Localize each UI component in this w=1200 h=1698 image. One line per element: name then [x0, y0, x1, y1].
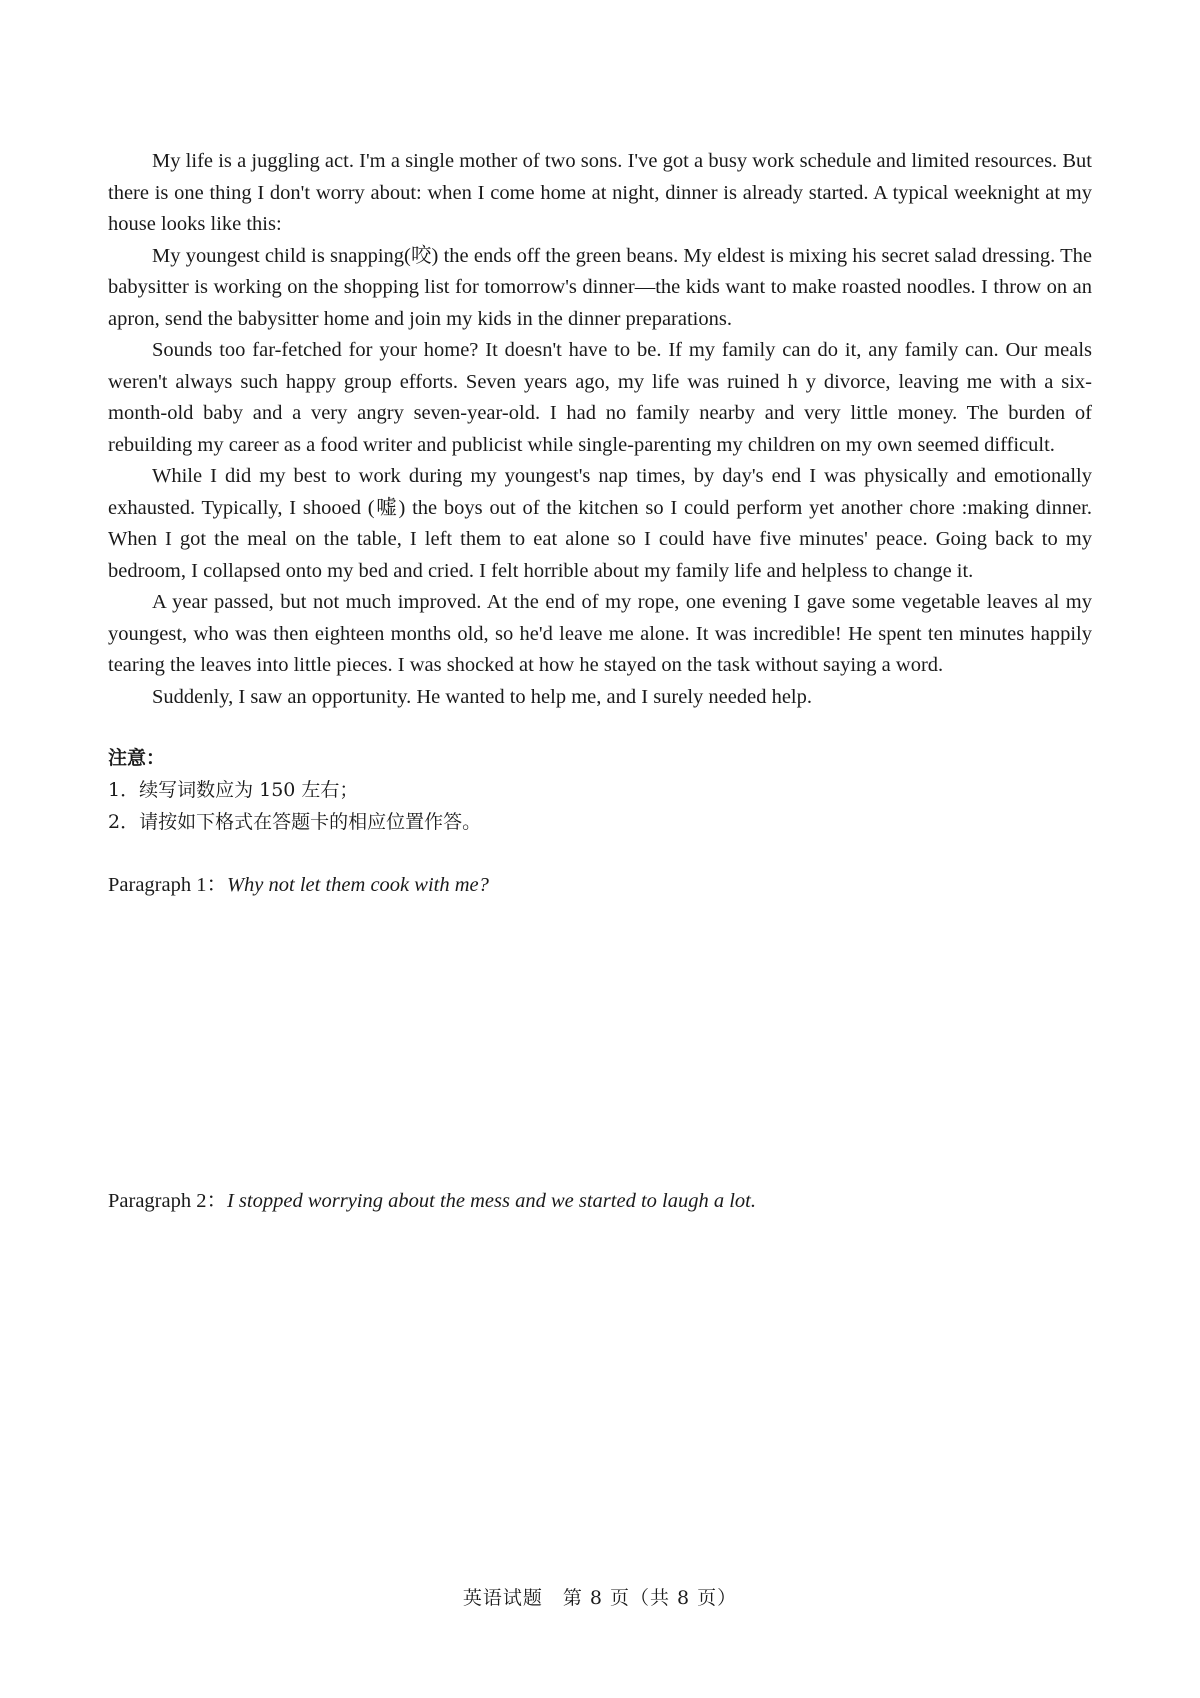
- passage-paragraph-2: My youngest child is snapping(咬) the ends off the green beans. My eldest is mixing his secret salad dressing. The babysitter is working on the shopping list for tomorrow's dinner—the kids want to make roasted noodles. I throw on an apron, send the babysitter home and join my kids in the dinner preparations.: [108, 244, 1092, 330]
- passage-paragraph-5: A year passed, but not much improved. At the end of my rope, one evening I gave some vegetable leaves al my youngest, who was then eighteen months old, so he'd leave me alone. It was incredible! He spent ten minutes happily tearing the leaves into little pieces. I was shocked at how he stayed on the task without saying a word.: [108, 591, 1092, 676]
- paragraph-1-opening-sentence: Why not let them cook with me?: [226, 874, 489, 896]
- instruction-item-2: 2．请按如下格式在答题卡的相应位置作答。: [108, 811, 482, 833]
- instructions-section: [108, 742, 1092, 838]
- paragraph-1-prompt: [108, 870, 1092, 900]
- passage-paragraph-1: My life is a juggling act. I'm a single mother of two sons. I've got a busy work schedule and limited resources. But there is one thing I don't worry about: when I come home at night, dinner is already started. A typical weeknight at my house looks like this:: [108, 150, 1092, 235]
- paragraph-2-prompt: [108, 1186, 1092, 1216]
- paragraph-2-label: Paragraph 2：: [108, 1190, 227, 1212]
- paragraph-1-label: Paragraph 1：: [108, 874, 227, 896]
- page-footer: 英语试题 第 8 页（共 8 页）: [462, 1587, 738, 1609]
- reading-passage: [108, 146, 1092, 713]
- passage-paragraph-4: While I did my best to work during my youngest's nap times, by day's end I was physically and emotionally exhausted. Typically, I shooed (嘘) the boys out of the kitchen so I could perform yet another chore :making dinner. When I got the meal on the table, I left them to eat alone so I could have five minutes' peace. Going back to my bedroom, I collapsed onto my bed and cried. I felt horrible about my family life and helpless to change it.: [108, 465, 1092, 582]
- passage-paragraph-6: Suddenly, I saw an opportunity. He wanted to help me, and I surely needed help.: [152, 685, 813, 708]
- paragraph-2-opening-sentence: I stopped worrying about the mess and we started to laugh a lot.: [226, 1190, 756, 1212]
- passage-paragraph-3: Sounds too far-fetched for your home? It doesn't have to be. If my family can do it, any family can. Our meals weren't always such happy group efforts. Seven years ago, my life was ruined h y divorce, leaving me with a six-month-old baby and a very angry seven-year-old. I had no family nearby and very little money. The burden of rebuilding my career as a food writer and publicist while single-parenting my children on my own seemed difficult.: [108, 339, 1092, 456]
- instruction-item-1: 1．续写词数应为 150 左右；: [108, 779, 359, 801]
- instructions-title: 注意：: [108, 747, 166, 769]
